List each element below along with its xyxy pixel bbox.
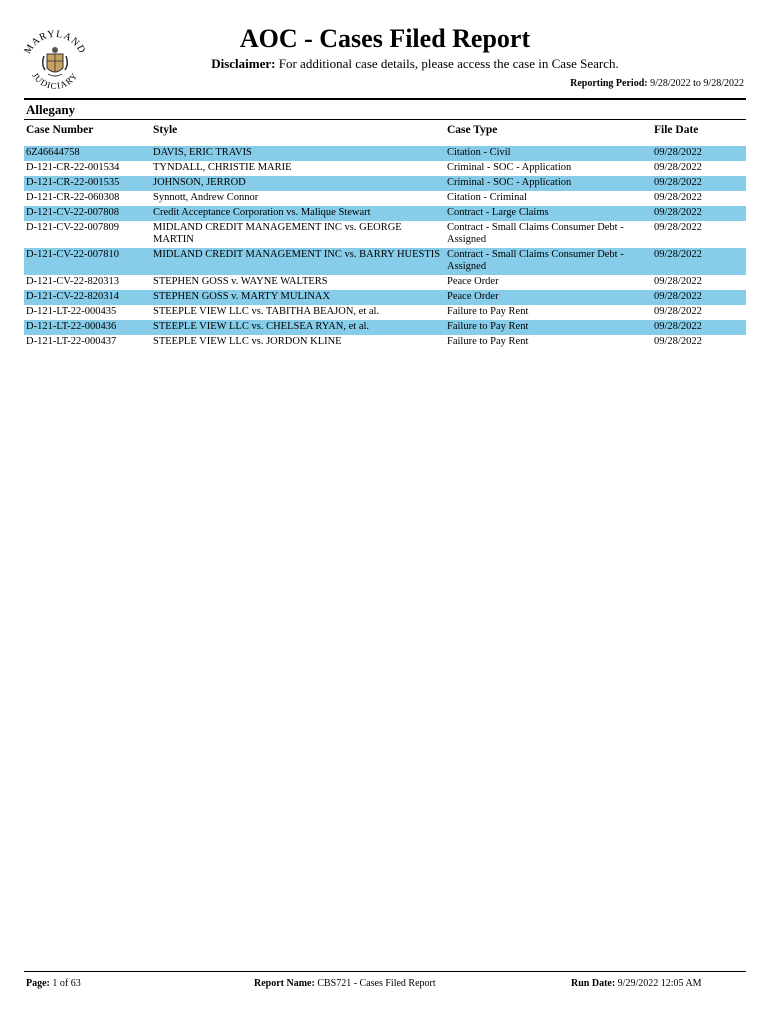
case-number-cell: D-121-CV-22-820313 bbox=[26, 276, 119, 287]
file-date-cell: 09/28/2022 bbox=[654, 249, 702, 260]
table-header bbox=[0, 124, 770, 140]
case-number-cell: D-121-LT-22-000435 bbox=[26, 306, 117, 317]
file-date-cell: 09/28/2022 bbox=[654, 207, 702, 218]
style-cell: MIDLAND CREDIT MANAGEMENT INC vs. GEORGE MARTIN bbox=[153, 222, 402, 245]
footer-run-value: 9/29/2022 12:05 AM bbox=[617, 978, 702, 989]
style-cell: JOHNSON, JERROD bbox=[153, 177, 246, 188]
style-cell: MIDLAND CREDIT MANAGEMENT INC vs. BARRY HUESTIS bbox=[153, 249, 441, 260]
reporting-period bbox=[570, 78, 744, 89]
svg-text:JUDICIARY bbox=[30, 70, 80, 90]
logo-top-text: MARYLAND bbox=[22, 28, 88, 56]
cases-table-body bbox=[24, 146, 746, 350]
report-title: AOC - Cases Filed Report bbox=[239, 24, 531, 53]
file-date-cell: 09/28/2022 bbox=[654, 177, 702, 188]
footer-run-date bbox=[571, 978, 702, 989]
case-type-cell: Contract - Small Claims Consumer Debt - Assigned bbox=[447, 222, 624, 245]
case-type-cell: Failure to Pay Rent bbox=[447, 306, 529, 317]
table-row bbox=[24, 146, 746, 161]
style-cell: STEEPLE VIEW LLC vs. TABITHA BEAJON, et al. bbox=[153, 306, 380, 317]
footer-report-name bbox=[254, 978, 436, 989]
disclaimer-label: Disclaimer: bbox=[211, 56, 276, 71]
case-number-cell: D-121-CR-22-060308 bbox=[26, 192, 120, 203]
case-type-cell: Peace Order bbox=[447, 276, 499, 287]
column-header-case-number: Case Number bbox=[26, 124, 94, 136]
footer-page bbox=[26, 978, 81, 989]
file-date-cell: 09/28/2022 bbox=[654, 321, 702, 332]
style-cell: Credit Acceptance Corporation vs. Malique Stewart bbox=[153, 207, 371, 218]
case-number-cell: D-121-CV-22-820314 bbox=[26, 291, 119, 302]
footer-report-label: Report Name: bbox=[254, 978, 315, 989]
file-date-cell: 09/28/2022 bbox=[654, 162, 702, 173]
style-cell: STEPHEN GOSS v. WAYNE WALTERS bbox=[153, 276, 328, 287]
case-type-cell: Criminal - SOC - Application bbox=[447, 162, 572, 173]
case-type-cell: Citation - Criminal bbox=[447, 192, 527, 203]
case-type-cell: Peace Order bbox=[447, 291, 499, 302]
case-number-cell: D-121-CV-22-007810 bbox=[26, 249, 119, 260]
file-date-cell: 09/28/2022 bbox=[654, 192, 702, 203]
county-divider bbox=[24, 119, 746, 120]
file-date-cell: 09/28/2022 bbox=[654, 306, 702, 317]
footer-report-value: CBS721 - Cases Filed Report bbox=[317, 978, 436, 989]
county-heading: Allegany bbox=[26, 102, 76, 117]
column-header-style: Style bbox=[153, 124, 178, 136]
file-date-cell: 09/28/2022 bbox=[654, 276, 702, 287]
disclaimer-text: For additional case details, please access the case in Case Search. bbox=[278, 56, 619, 71]
case-number-cell: D-121-CR-22-001535 bbox=[26, 177, 120, 188]
reporting-period-label: Reporting Period: bbox=[570, 78, 648, 89]
case-number-cell: 6Z46644758 bbox=[26, 147, 80, 158]
style-cell: STEEPLE VIEW LLC vs. JORDON KLINE bbox=[153, 336, 342, 347]
table-row bbox=[24, 191, 746, 206]
case-type-cell: Criminal - SOC - Application bbox=[447, 177, 572, 188]
file-date-cell: 09/28/2022 bbox=[654, 147, 702, 158]
style-cell: DAVIS, ERIC TRAVIS bbox=[153, 147, 252, 158]
header-divider bbox=[24, 98, 746, 100]
case-number-cell: D-121-CR-22-001534 bbox=[26, 162, 120, 173]
footer-page-value: 1 of 63 bbox=[52, 978, 81, 989]
disclaimer bbox=[0, 56, 770, 72]
file-date-cell: 09/28/2022 bbox=[654, 222, 702, 233]
case-number-cell: D-121-CV-22-007809 bbox=[26, 222, 119, 233]
case-number-cell: D-121-CV-22-007808 bbox=[26, 207, 119, 218]
style-cell: STEEPLE VIEW LLC vs. CHELSEA RYAN, et al. bbox=[153, 321, 370, 332]
table-row bbox=[24, 320, 746, 335]
column-header-file-date: File Date bbox=[654, 124, 699, 136]
logo-bottom-text: JUDICIARY bbox=[30, 70, 80, 91]
case-type-cell: Failure to Pay Rent bbox=[447, 321, 529, 332]
case-type-cell: Contract - Large Claims bbox=[447, 207, 549, 218]
case-type-cell: Citation - Civil bbox=[447, 147, 511, 158]
footer-run-label: Run Date: bbox=[571, 978, 616, 989]
case-number-cell: D-121-LT-22-000436 bbox=[26, 321, 117, 332]
table-row bbox=[24, 290, 746, 305]
style-cell: Synnott, Andrew Connor bbox=[153, 192, 259, 203]
style-cell: TYNDALL, CHRISTIE MARIE bbox=[153, 162, 292, 173]
case-type-cell: Contract - Small Claims Consumer Debt - Assigned bbox=[447, 249, 624, 272]
table-row bbox=[24, 221, 746, 248]
table-row bbox=[24, 275, 746, 290]
table-row bbox=[24, 161, 746, 176]
footer-divider bbox=[24, 971, 746, 972]
case-number-cell: D-121-LT-22-000437 bbox=[26, 336, 117, 347]
file-date-cell: 09/28/2022 bbox=[654, 291, 702, 302]
table-row bbox=[24, 335, 746, 350]
table-row bbox=[24, 176, 746, 191]
column-header-case-type: Case Type bbox=[447, 124, 498, 136]
footer-page-label: Page: bbox=[26, 978, 50, 989]
case-type-cell: Failure to Pay Rent bbox=[447, 336, 529, 347]
table-row bbox=[24, 305, 746, 320]
style-cell: STEPHEN GOSS v. MARTY MULINAX bbox=[153, 291, 331, 302]
reporting-period-value: 9/28/2022 to 9/28/2022 bbox=[650, 78, 744, 89]
table-row bbox=[24, 206, 746, 221]
table-row bbox=[24, 248, 746, 275]
file-date-cell: 09/28/2022 bbox=[654, 336, 702, 347]
